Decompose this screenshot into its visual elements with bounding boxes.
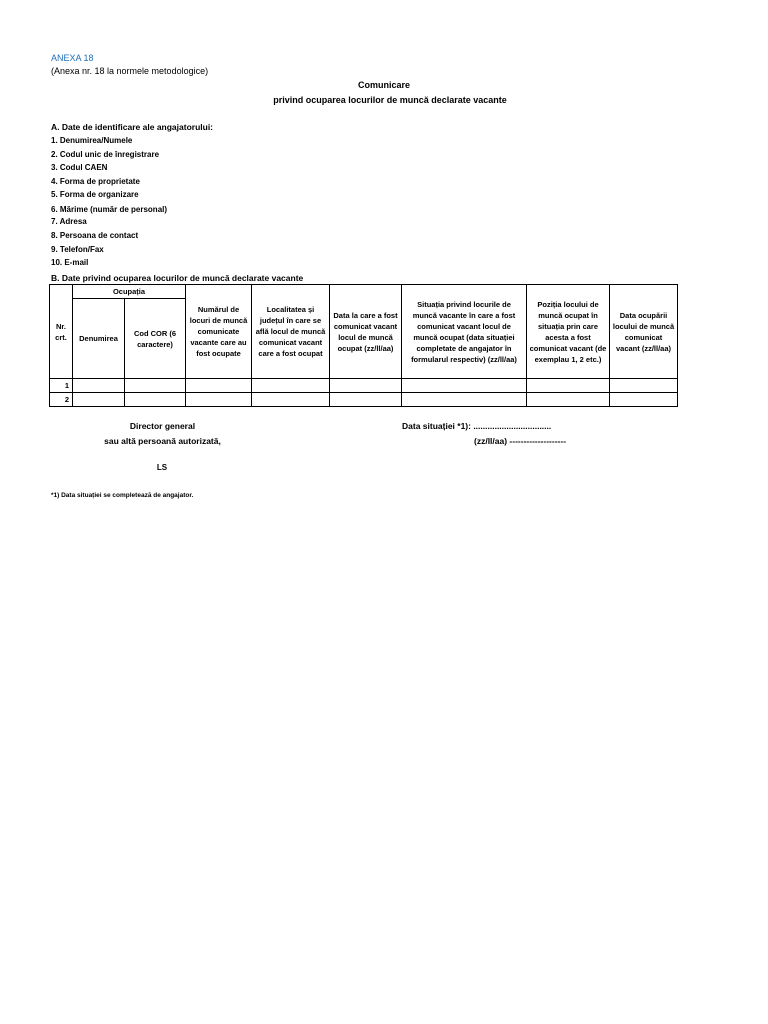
annex-number: ANEXA 18 (51, 53, 94, 63)
table-cell[interactable] (527, 379, 610, 393)
situation-date: Data situației *1): ................................. (402, 421, 552, 431)
table-cell[interactable] (252, 393, 330, 407)
field-telefon-fax: 9. Telefon/Fax (51, 245, 104, 254)
row-number: 1 (50, 379, 73, 393)
header-data-comunicat: Data la care a fost comunicat vacant locul de muncă ocupat (zz/ll/aa) (330, 285, 402, 379)
section-b-title: B. Date privind ocuparea locurilor de muncă declarate vacante (51, 273, 304, 283)
document-title: Comunicare (357, 80, 410, 90)
footnote: *1) Data situației se completează de angajator. (51, 492, 194, 499)
field-cui: 2. Codul unic de înregistrare (51, 150, 160, 159)
section-a-title: A. Date de identificare ale angajatorului: (51, 122, 214, 132)
annex-subtitle: (Anexa nr. 18 la normele metodologice) (51, 66, 209, 76)
table-cell[interactable] (186, 379, 252, 393)
header-ocupatia: Ocupația (73, 285, 186, 299)
situation-date-format: (zz/ll/aa) -------------------- (474, 436, 567, 446)
document-subtitle: privind ocuparea locurilor de muncă declarate vacante (273, 95, 507, 105)
field-email: 10. E-mail (51, 258, 89, 267)
header-situatia: Situația privind locurile de muncă vacante în care a fost comunicat vacant locul de muncă ocupat (data situației completate de angajator în formularul respectiv) (zz/ll/aa) (402, 285, 527, 379)
table-cell[interactable] (402, 393, 527, 407)
header-localitatea: Localitatea și județul în care se află locul de muncă comunicat vacant care a fost ocupat (252, 285, 330, 379)
header-pozitia: Poziția locului de muncă ocupat în situația prin care acesta a fost comunicat vacant (de exemplau 1, 2 etc.) (527, 285, 610, 379)
table-cell[interactable] (125, 379, 186, 393)
table-cell[interactable] (125, 393, 186, 407)
header-data-ocuparii: Data ocupării locului de muncă comunicat vacant (zz/ll/aa) (610, 285, 678, 379)
table-cell[interactable] (330, 393, 402, 407)
header-cod-cor: Cod COR (6 caractere) (125, 299, 186, 379)
field-adresa: 7. Adresa (51, 217, 87, 226)
field-marime: 6. Mărime (număr de personal) (51, 205, 168, 214)
field-persoana-contact: 8. Persoana de contact (51, 231, 139, 240)
seal-ls: LS (156, 463, 168, 472)
field-forma-proprietate: 4. Forma de proprietate (51, 177, 140, 186)
table-cell[interactable] (73, 379, 125, 393)
header-denumirea: Denumirea (73, 299, 125, 379)
table-cell[interactable] (402, 379, 527, 393)
table-cell[interactable] (527, 393, 610, 407)
signature-director: Director general (129, 421, 196, 431)
signature-authorized: sau altă persoană autorizată, (104, 436, 221, 446)
field-caen: 3. Codul CAEN (51, 163, 108, 172)
table-cell[interactable] (252, 379, 330, 393)
field-denumirea: 1. Denumirea/Numele (51, 136, 133, 145)
header-numarul-locuri: Numărul de locuri de muncă comunicate vacante care au fost ocupate (186, 285, 252, 379)
table-cell[interactable] (610, 393, 678, 407)
header-nr-crt: Nr. crt. (50, 285, 73, 379)
table-cell[interactable] (73, 393, 125, 407)
table-row (50, 393, 678, 407)
table-cell[interactable] (610, 379, 678, 393)
row-number: 2 (50, 393, 73, 407)
table-row (50, 379, 678, 393)
field-forma-organizare: 5. Forma de organizare (51, 190, 139, 199)
table-cell[interactable] (330, 379, 402, 393)
table-cell[interactable] (186, 393, 252, 407)
vacancy-table (49, 284, 678, 407)
